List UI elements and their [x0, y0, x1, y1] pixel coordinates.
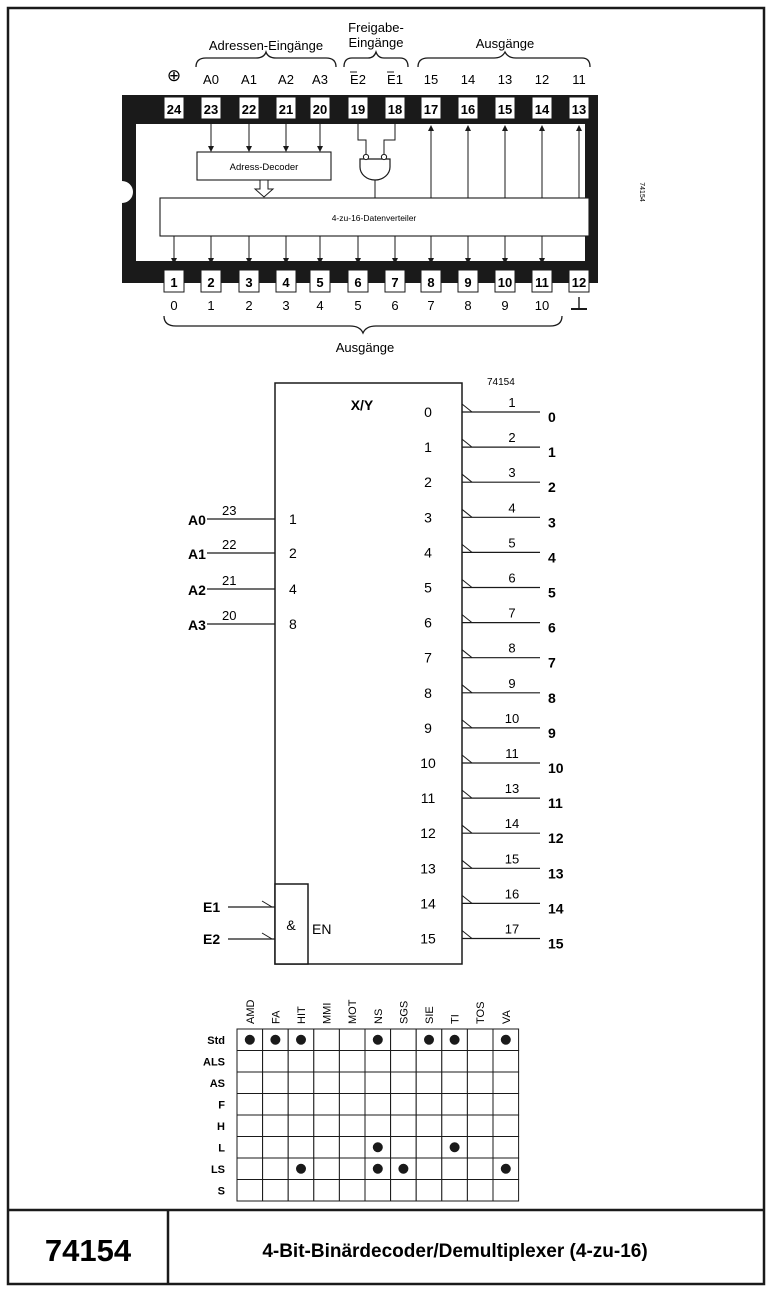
- enable-inputs-label-line2: Eingänge: [348, 35, 404, 50]
- family-label: ALS: [203, 1056, 225, 1069]
- signal-name: 15: [548, 935, 564, 952]
- pin-label: 15: [423, 72, 439, 87]
- pin-label: 6: [391, 298, 399, 313]
- pin-24: [164, 97, 184, 119]
- availability-dot: [501, 1164, 511, 1174]
- pin-label: 0: [170, 298, 178, 313]
- output-index: 14: [420, 895, 436, 912]
- output-index: 1: [424, 439, 432, 456]
- table-cell: [391, 1029, 417, 1051]
- table-cell: [467, 1115, 493, 1137]
- supply-plus-symbol: ⊕: [166, 66, 182, 85]
- table-cell: [467, 1180, 493, 1202]
- pin-number: 19: [350, 102, 366, 117]
- pin-number: 16: [504, 886, 520, 902]
- signal-name: 10: [548, 760, 564, 776]
- table-cell: [263, 1094, 289, 1116]
- table-cell: [493, 1051, 519, 1073]
- pin-label: 5: [354, 298, 362, 313]
- table-cell: [442, 1180, 468, 1202]
- pin-label: 2: [245, 298, 253, 313]
- pin-label: 4: [316, 298, 324, 313]
- table-cell: [442, 1158, 468, 1180]
- table-cell: [314, 1029, 340, 1051]
- table-cell: [442, 1051, 468, 1073]
- pin-number: 13: [571, 102, 587, 117]
- demux-label: 4-zu-16-Datenverteiler: [331, 213, 417, 223]
- table-cell: [339, 1115, 365, 1137]
- table-cell: [391, 1115, 417, 1137]
- signal-name: 2: [548, 479, 556, 496]
- table-cell: [288, 1180, 314, 1202]
- manufacturer-header: VA: [500, 1010, 513, 1024]
- manufacturer-header: TOS: [475, 1001, 488, 1024]
- logic-part-code: 74154: [487, 377, 515, 388]
- table-cell: [237, 1115, 263, 1137]
- pin-label: 14: [460, 72, 476, 87]
- table-cell: [416, 1094, 442, 1116]
- pin-number: 24: [166, 102, 182, 117]
- table-cell: [365, 1051, 391, 1073]
- signal-name: A3: [188, 617, 206, 633]
- output-index: 11: [420, 790, 436, 807]
- availability-dot: [296, 1164, 306, 1174]
- pin-number: 10: [504, 710, 520, 726]
- table-cell: [365, 1180, 391, 1202]
- output-index: 6: [424, 614, 432, 631]
- pin-number: 15: [497, 102, 513, 117]
- signal-name: 4: [548, 549, 556, 566]
- signal-name: A1: [188, 546, 206, 562]
- side-part-code: 74154: [638, 182, 645, 202]
- family-label: H: [217, 1120, 225, 1133]
- table-cell: [391, 1072, 417, 1094]
- table-cell: [263, 1180, 289, 1202]
- output-index: 3: [424, 509, 432, 526]
- table-cell: [339, 1158, 365, 1180]
- pin-number: 23: [203, 102, 219, 117]
- pin-number: 11: [535, 275, 549, 290]
- pin-number: 18: [387, 102, 403, 117]
- pin-number: 2: [508, 430, 516, 446]
- availability-dot: [270, 1035, 280, 1045]
- pin-label: A2: [278, 72, 294, 87]
- table-cell: [263, 1072, 289, 1094]
- table-cell: [493, 1094, 519, 1116]
- manufacturer-header: SGS: [398, 1000, 411, 1024]
- pin-number: 17: [423, 102, 439, 117]
- table-cell: [416, 1115, 442, 1137]
- table-cell: [263, 1051, 289, 1073]
- manufacturer-header: SIE: [424, 1006, 436, 1024]
- table-cell: [314, 1180, 340, 1202]
- output-index: 4: [424, 544, 432, 561]
- pin-number: 4: [508, 500, 516, 516]
- output-index: 5: [424, 579, 432, 596]
- logic-symbol-box: [275, 383, 462, 964]
- address-decoder-label: Adress-Decoder: [229, 162, 299, 173]
- pin-number: 1: [508, 395, 516, 410]
- pin-number: 1: [170, 275, 178, 290]
- table-cell: [339, 1072, 365, 1094]
- signal-name: 7: [548, 654, 556, 671]
- output-index: 15: [420, 930, 436, 947]
- pin-number: 23: [222, 503, 237, 518]
- table-cell: [467, 1158, 493, 1180]
- output-index: 0: [424, 404, 432, 420]
- pin-number: 7: [508, 605, 516, 621]
- table-cell: [288, 1137, 314, 1159]
- table-cell: [467, 1094, 493, 1116]
- family-label: F: [218, 1099, 225, 1112]
- availability-table: [203, 999, 519, 1201]
- signal-name: 8: [548, 689, 556, 706]
- pin-number: 11: [505, 746, 519, 761]
- availability-dot: [398, 1164, 408, 1174]
- table-cell: [467, 1137, 493, 1159]
- output-index: 8: [424, 684, 432, 701]
- pin-number: 15: [504, 851, 520, 867]
- signal-name: 5: [548, 584, 556, 601]
- table-cell: [237, 1094, 263, 1116]
- table-cell: [314, 1051, 340, 1073]
- pin-label: A3: [312, 72, 328, 87]
- table-cell: [467, 1051, 493, 1073]
- pin-number: 9: [508, 675, 516, 691]
- pin-number: 21: [278, 102, 294, 117]
- pin-label: 8: [464, 298, 472, 313]
- table-cell: [467, 1072, 493, 1094]
- table-cell: [442, 1094, 468, 1116]
- and-label: &: [286, 917, 296, 933]
- footer-part-number: 74154: [44, 1233, 132, 1268]
- table-cell: [493, 1115, 519, 1137]
- table-cell: [493, 1137, 519, 1159]
- table-cell: [416, 1137, 442, 1159]
- family-label: LS: [210, 1163, 225, 1176]
- signal-name: 0: [548, 409, 556, 425]
- signal-name: 6: [548, 619, 556, 636]
- signal-name: A2: [188, 582, 206, 598]
- table-cell: [442, 1115, 468, 1137]
- table-cell: [493, 1072, 519, 1094]
- pin-number: 14: [534, 102, 550, 117]
- outputs-bottom-label: Ausgänge: [335, 340, 395, 355]
- binary-weight: 4: [289, 581, 297, 597]
- availability-dot: [450, 1035, 460, 1045]
- outputs-top-label: Ausgänge: [475, 36, 535, 51]
- footer-title: 4-Bit-Binärdecoder/Demultiplexer (4-zu-16): [262, 1241, 648, 1262]
- pin-label: 10: [534, 298, 550, 313]
- pin-number: 20: [222, 608, 237, 623]
- table-cell: [365, 1072, 391, 1094]
- table-cell: [339, 1137, 365, 1159]
- table-cell: [416, 1072, 442, 1094]
- signal-name: E1: [203, 899, 221, 915]
- enable-and-gate: [360, 159, 390, 180]
- manufacturer-header: MMI: [321, 1002, 334, 1024]
- pin-number: 20: [312, 102, 328, 117]
- pin-number: 6: [508, 570, 516, 586]
- pin-number: 17: [504, 921, 520, 937]
- table-cell: [416, 1180, 442, 1202]
- signal-name: E2: [203, 931, 221, 947]
- table-cell: [493, 1180, 519, 1202]
- availability-dot: [373, 1035, 383, 1045]
- table-cell: [237, 1158, 263, 1180]
- manufacturer-header: FA: [270, 1010, 283, 1024]
- output-index: 13: [420, 860, 436, 877]
- output-index: 2: [424, 474, 432, 491]
- table-cell: [314, 1137, 340, 1159]
- signal-name: 12: [548, 830, 564, 847]
- table-cell: [416, 1158, 442, 1180]
- signal-name: 14: [548, 900, 564, 917]
- pin-number: 5: [508, 535, 516, 551]
- signal-name: 9: [548, 724, 556, 741]
- output-index: 9: [424, 719, 432, 736]
- availability-dot: [296, 1035, 306, 1045]
- pin-label: E2: [350, 72, 366, 87]
- table-cell: [288, 1115, 314, 1137]
- pin-number: 4: [282, 275, 290, 290]
- binary-weight: 2: [289, 545, 297, 561]
- pin-number: 7: [391, 275, 399, 290]
- pin-number: 21: [222, 573, 237, 588]
- output-index: 7: [424, 649, 432, 666]
- pin-number: 5: [316, 275, 324, 290]
- inversion-bubble: [363, 154, 368, 159]
- pin-label: E1: [387, 72, 403, 87]
- pin-label: 12: [534, 72, 550, 87]
- pin-number: 22: [222, 537, 237, 552]
- table-cell: [467, 1029, 493, 1051]
- availability-dot: [245, 1035, 255, 1045]
- function-label: X/Y: [350, 397, 374, 413]
- table-cell: [339, 1180, 365, 1202]
- signal-name: 1: [548, 444, 556, 461]
- pin-number: 3: [508, 465, 516, 481]
- availability-dot: [424, 1035, 434, 1045]
- address-inputs-label: Adressen-Eingänge: [208, 38, 324, 53]
- table-cell: [263, 1158, 289, 1180]
- family-label: L: [218, 1142, 225, 1155]
- pin-number: 2: [207, 275, 215, 290]
- manufacturer-header: NS: [372, 1008, 385, 1024]
- pin-label: 9: [501, 298, 509, 313]
- enable-label: EN: [312, 921, 332, 937]
- table-cell: [365, 1094, 391, 1116]
- availability-dot: [501, 1035, 511, 1045]
- signal-name: 11: [548, 795, 563, 812]
- availability-dot: [373, 1164, 383, 1174]
- table-cell: [365, 1115, 391, 1137]
- binary-weight: 8: [289, 616, 297, 632]
- table-cell: [391, 1051, 417, 1073]
- family-label: S: [217, 1185, 225, 1198]
- pin-number: 16: [460, 102, 476, 117]
- pin-number: 13: [504, 781, 520, 797]
- table-cell: [391, 1094, 417, 1116]
- manufacturer-header: HIT: [296, 1006, 308, 1024]
- availability-dot: [373, 1142, 383, 1152]
- binary-weight: 1: [289, 511, 297, 527]
- pin-label: 7: [427, 298, 435, 313]
- pin-number: 8: [427, 275, 435, 290]
- table-cell: [339, 1029, 365, 1051]
- table-cell: [314, 1158, 340, 1180]
- family-label: Std: [207, 1034, 225, 1047]
- table-cell: [237, 1137, 263, 1159]
- table-cell: [442, 1072, 468, 1094]
- table-cell: [391, 1137, 417, 1159]
- pin-number: 6: [354, 275, 362, 290]
- table-cell: [339, 1094, 365, 1116]
- pin-number: 8: [508, 640, 516, 656]
- pin-number: 10: [497, 275, 513, 290]
- inversion-bubble: [381, 154, 386, 159]
- output-index: 12: [420, 825, 436, 842]
- manufacturer-header: TI: [449, 1014, 462, 1024]
- table-cell: [391, 1180, 417, 1202]
- signal-name: A0: [188, 512, 206, 528]
- ic-body-inner: [136, 124, 585, 261]
- table-cell: [263, 1115, 289, 1137]
- pin-label: 3: [282, 298, 290, 313]
- pin-label: A0: [203, 72, 219, 87]
- pin-number: 9: [464, 275, 472, 290]
- family-label: AS: [209, 1077, 225, 1090]
- pin-number: 14: [504, 816, 520, 832]
- pin-label: 13: [497, 72, 513, 87]
- pin-number: 12: [571, 275, 587, 290]
- table-cell: [263, 1137, 289, 1159]
- table-cell: [339, 1051, 365, 1073]
- table-cell: [416, 1051, 442, 1073]
- pin-number: 22: [241, 102, 257, 117]
- enable-inputs-label-line1: Freigabe-: [348, 20, 404, 35]
- table-cell: [288, 1051, 314, 1073]
- table-cell: [314, 1072, 340, 1094]
- pin-label: 11: [572, 72, 586, 87]
- table-cell: [237, 1072, 263, 1094]
- signal-name: 3: [548, 514, 556, 531]
- manufacturer-header: AMD: [244, 999, 257, 1024]
- pin-number: 3: [245, 275, 253, 290]
- table-cell: [314, 1094, 340, 1116]
- pin-label: A1: [241, 72, 257, 87]
- table-cell: [237, 1180, 263, 1202]
- signal-name: 13: [548, 865, 564, 882]
- table-cell: [288, 1094, 314, 1116]
- availability-dot: [450, 1142, 460, 1152]
- output-index: 10: [420, 755, 436, 771]
- table-cell: [288, 1072, 314, 1094]
- table-cell: [314, 1115, 340, 1137]
- table-cell: [237, 1051, 263, 1073]
- manufacturer-header: MOT: [347, 999, 360, 1024]
- pin-label: 1: [207, 298, 215, 313]
